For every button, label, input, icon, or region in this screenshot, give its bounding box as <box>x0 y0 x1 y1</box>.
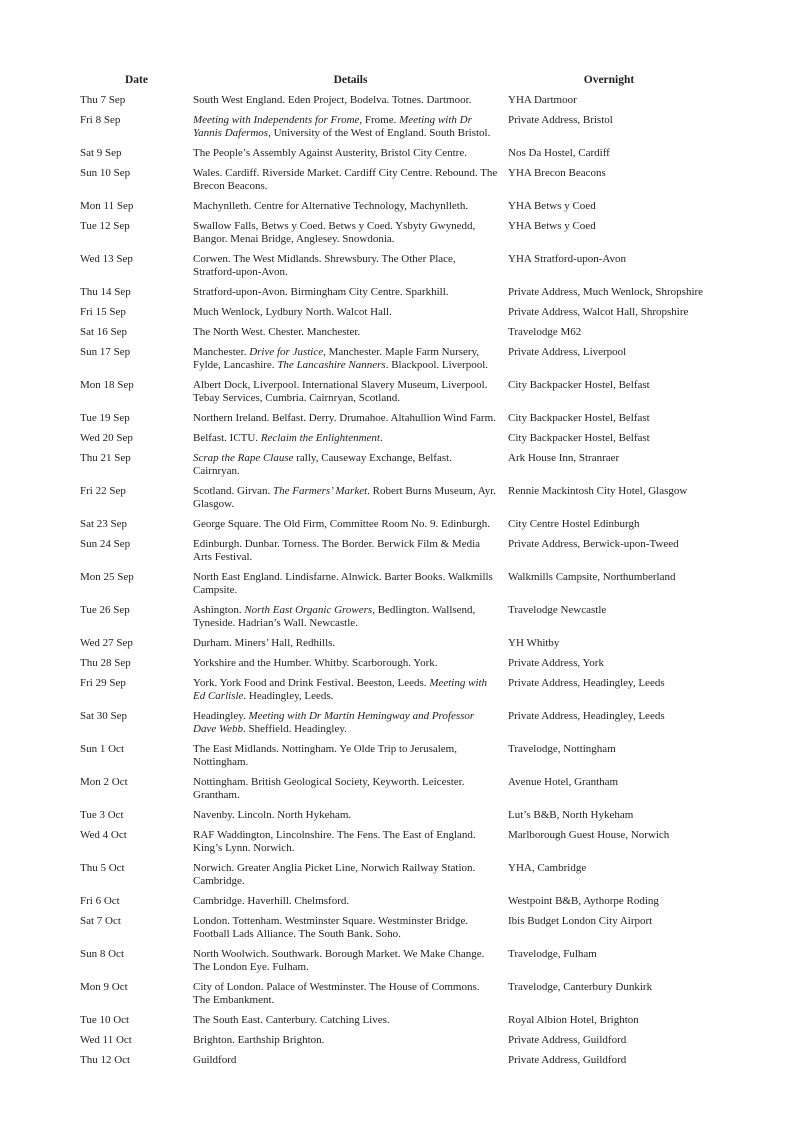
details-text: Scotland. Girvan. <box>193 485 274 497</box>
details-text-italic: Meeting with Dr Yannis Dafermos <box>193 114 472 139</box>
date-cell: Tue 3 Oct <box>80 809 124 821</box>
details-text-italic: Reclaim the Enlightenment <box>260 432 380 444</box>
overnight-cell: Westpoint B&B, Aythorpe Roding <box>508 895 659 907</box>
table-row <box>80 743 710 776</box>
date-cell: Tue 26 Sep <box>80 604 130 616</box>
table-row <box>80 1054 710 1074</box>
overnight-cell: Avenue Hotel, Grantham <box>508 776 619 788</box>
table-row <box>80 637 710 657</box>
details-text: . <box>379 432 383 444</box>
details-text: The North West. Chester. Manchester. <box>193 326 361 338</box>
details-cell <box>193 604 508 637</box>
details-text: RAF Waddington, Lincolnshire. The Fens. The East of England. King’s Lynn. Norwich. <box>193 829 476 854</box>
table-row <box>80 114 710 147</box>
details-cell <box>193 167 508 200</box>
overnight-cell: City Backpacker Hostel, Belfast <box>508 432 650 444</box>
details-text: Durham. Miners’ Hall, Redhills. <box>193 637 336 649</box>
details-cell <box>193 862 508 895</box>
details-text-italic: Meeting with Dr Martin Hemingway and Professor Dave Webb <box>193 710 475 735</box>
details-cell <box>193 326 508 346</box>
date-cell: Thu 12 Oct <box>80 1054 131 1066</box>
date-cell: Thu 5 Oct <box>80 862 125 874</box>
details-cell <box>193 657 508 677</box>
overnight-cell: Private Address, Headingley, Leeds <box>508 710 665 722</box>
table-row <box>80 286 710 306</box>
details-cell <box>193 1014 508 1034</box>
overnight-cell: Travelodge M62 <box>508 326 582 338</box>
details-text-italic: North East Organic Growers <box>244 604 373 616</box>
details-cell <box>193 432 508 452</box>
date-cell: Mon 2 Oct <box>80 776 128 788</box>
details-text-italic: Scrap the Rape Clause <box>193 452 294 464</box>
date-cell: Sat 9 Sep <box>80 147 122 159</box>
details-text: , University of the West of England. South Bristol. <box>268 127 491 139</box>
details-text: Guildford <box>193 1054 237 1066</box>
date-cell: Sun 24 Sep <box>80 538 131 550</box>
details-text: Stratford-upon-Avon. Birmingham City Centre. Sparkhill. <box>193 286 449 298</box>
details-cell <box>193 743 508 776</box>
date-cell: Thu 28 Sep <box>80 657 131 669</box>
details-cell <box>193 538 508 571</box>
details-cell <box>193 915 508 948</box>
details-cell <box>193 379 508 412</box>
details-text: Edinburgh. Dunbar. Torness. The Border. Berwick Film & Media Arts Festival. <box>193 538 481 563</box>
details-text: The South East. Canterbury. Catching Lives. <box>193 1014 390 1026</box>
details-cell <box>193 1054 508 1074</box>
table-row <box>80 862 710 895</box>
overnight-cell: Private Address, Bristol <box>508 114 613 126</box>
table-row <box>80 981 710 1014</box>
details-cell <box>193 253 508 286</box>
date-cell: Tue 10 Oct <box>80 1014 130 1026</box>
overnight-cell: Marlborough Guest House, Norwich <box>508 829 670 841</box>
overnight-cell: Private Address, Guildford <box>508 1054 627 1066</box>
table-row <box>80 829 710 862</box>
table-row <box>80 326 710 346</box>
details-text: . Headingley, Leeds. <box>243 690 334 702</box>
details-text: Albert Dock, Liverpool. International Slavery Museum, Liverpool. Tebay Services, Cumbria. Cairnryan, Scotland. <box>193 379 488 404</box>
details-text: . Blackpool. Liverpool. <box>385 359 489 371</box>
overnight-cell: YHA Stratford-upon-Avon <box>508 253 627 265</box>
date-cell: Wed 11 Oct <box>80 1034 132 1046</box>
overnight-cell: Private Address, Headingley, Leeds <box>508 677 665 689</box>
table-row <box>80 1014 710 1034</box>
date-cell: Thu 14 Sep <box>80 286 131 298</box>
overnight-cell: YHA, Cambridge <box>508 862 587 874</box>
date-cell: Mon 9 Oct <box>80 981 128 993</box>
details-cell <box>193 518 508 538</box>
details-text: . Robert Burns Museum, Ayr. Glasgow. <box>193 485 497 510</box>
date-cell: Wed 20 Sep <box>80 432 133 444</box>
details-text: , Frome. <box>359 114 400 126</box>
table-row <box>80 1034 710 1054</box>
details-cell <box>193 147 508 167</box>
table-row <box>80 895 710 915</box>
details-text: Wales. Cardiff. Riverside Market. Cardiff City Centre. Rebound. The Brecon Beacons. <box>193 167 498 192</box>
details-text: Corwen. The West Midlands. Shrewsbury. The Other Place, Stratford-upon-Avon. <box>193 253 456 278</box>
details-cell <box>193 346 508 379</box>
column-header-date: Date <box>125 74 148 86</box>
table-row <box>80 253 710 286</box>
details-text: Cambridge. Haverhill. Chelmsford. <box>193 895 350 907</box>
details-cell <box>193 452 508 485</box>
date-cell: Tue 19 Sep <box>80 412 130 424</box>
date-cell: Sun 8 Oct <box>80 948 124 960</box>
overnight-cell: YHA Dartmoor <box>508 94 577 106</box>
date-cell: Mon 11 Sep <box>80 200 134 212</box>
itinerary-rows <box>80 94 710 1074</box>
table-row <box>80 94 710 114</box>
details-text: Northern Ireland. Belfast. Derry. Drumahoe. Altahullion Wind Farm. <box>193 412 496 424</box>
details-text-italic: The Lancashire Nanners <box>277 359 386 371</box>
details-cell <box>193 948 508 981</box>
details-text: Norwich. Greater Anglia Picket Line, Norwich Railway Station. Cambridge. <box>193 862 476 887</box>
date-cell: Sun 10 Sep <box>80 167 131 179</box>
date-cell: Thu 7 Sep <box>80 94 126 106</box>
table-row <box>80 710 710 743</box>
date-cell: Sat 30 Sep <box>80 710 128 722</box>
date-cell: Tue 12 Sep <box>80 220 130 232</box>
table-row <box>80 604 710 637</box>
overnight-cell: Private Address, Walcot Hall, Shropshire <box>508 306 689 318</box>
details-cell <box>193 895 508 915</box>
details-text: The People’s Assembly Against Austerity, Bristol City Centre. <box>193 147 467 159</box>
details-cell <box>193 114 508 147</box>
overnight-cell: Private Address, York <box>508 657 604 669</box>
column-header-overnight: Overnight <box>583 74 635 86</box>
details-cell <box>193 412 508 432</box>
details-cell <box>193 677 508 710</box>
table-row <box>80 485 710 518</box>
overnight-cell: Lut’s B&B, North Hykeham <box>508 809 634 821</box>
details-text: Headingley. <box>193 710 249 722</box>
details-text: Belfast. ICTU. <box>193 432 261 444</box>
details-text: North Woolwich. Southwark. Borough Market. We Make Change. The London Eye. Fulham. <box>193 948 485 973</box>
date-cell: Fri 8 Sep <box>80 114 121 126</box>
details-text-italic: Drive for Justice <box>249 346 324 358</box>
column-header-details: Details <box>333 74 368 86</box>
details-cell <box>193 220 508 253</box>
details-cell <box>193 809 508 829</box>
overnight-cell: Ibis Budget London City Airport <box>508 915 653 927</box>
overnight-cell: Royal Albion Hotel, Brighton <box>508 1014 639 1026</box>
overnight-cell: City Backpacker Hostel, Belfast <box>508 412 650 424</box>
details-cell <box>193 485 508 518</box>
overnight-cell: Walkmills Campsite, Northumberland <box>508 571 676 583</box>
overnight-cell: Private Address, Guildford <box>508 1034 627 1046</box>
table-row <box>80 657 710 677</box>
details-text-italic: The Farmers’ Market <box>273 485 368 497</box>
details-text: Ashington. <box>193 604 245 616</box>
table-row <box>80 379 710 412</box>
table-row <box>80 948 710 981</box>
date-cell: Thu 21 Sep <box>80 452 131 464</box>
overnight-cell: Travelodge Newcastle <box>508 604 607 616</box>
date-cell: Fri 29 Sep <box>80 677 126 689</box>
details-text: The East Midlands. Nottingham. Ye Olde Trip to Jerusalem, Nottingham. <box>193 743 457 768</box>
date-cell: Mon 25 Sep <box>80 571 134 583</box>
table-row <box>80 412 710 432</box>
table-row <box>80 538 710 571</box>
table-row <box>80 306 710 326</box>
overnight-cell: Private Address, Liverpool <box>508 346 627 358</box>
date-cell: Sat 7 Oct <box>80 915 121 927</box>
details-text: Swallow Falls, Betws y Coed. Betws y Coed. Ysbyty Gwynedd, Bangor. Menai Bridge, Anglesey. Snowdonia. <box>193 220 476 245</box>
date-cell: Sun 1 Oct <box>80 743 124 755</box>
table-header-row <box>80 74 710 94</box>
table-row <box>80 432 710 452</box>
date-cell: Wed 13 Sep <box>80 253 133 265</box>
overnight-cell: Travelodge, Nottingham <box>508 743 616 755</box>
details-text: Navenby. Lincoln. North Hykeham. <box>193 809 352 821</box>
date-cell: Sat 16 Sep <box>80 326 128 338</box>
details-cell <box>193 306 508 326</box>
date-cell: Fri 6 Oct <box>80 895 120 907</box>
details-text: Yorkshire and the Humber. Whitby. Scarborough. York. <box>193 657 438 669</box>
details-cell <box>193 200 508 220</box>
date-cell: Fri 22 Sep <box>80 485 126 497</box>
overnight-cell: Travelodge, Fulham <box>508 948 597 960</box>
details-text: rally, Causeway Exchange, Belfast. Cairnryan. <box>193 452 452 477</box>
overnight-cell: City Centre Hostel Edinburgh <box>508 518 640 530</box>
overnight-cell: Private Address, Berwick-upon-Tweed <box>508 538 679 550</box>
details-text-italic: Meeting with Independents for Frome <box>193 114 360 126</box>
details-text: Nottingham. British Geological Society, Keyworth. Leicester. Grantham. <box>193 776 465 801</box>
overnight-cell: YHA Betws y Coed <box>508 200 596 212</box>
details-text: North East England. Lindisfarne. Alnwick. Barter Books. Walkmills Campsite. <box>193 571 493 596</box>
details-text: London. Tottenham. Westminster Square. Westminster Bridge. Football Lads Alliance. The South Bank. Soho. <box>193 915 469 940</box>
date-cell: Wed 27 Sep <box>80 637 133 649</box>
table-row <box>80 677 710 710</box>
table-row <box>80 915 710 948</box>
details-cell <box>193 981 508 1014</box>
details-cell <box>193 710 508 743</box>
details-cell <box>193 829 508 862</box>
table-row <box>80 809 710 829</box>
details-text: City of London. Palace of Westminster. The House of Commons. The Embankment. <box>193 981 480 1006</box>
overnight-cell: YHA Betws y Coed <box>508 220 596 232</box>
details-text: . Sheffield. Headingley. <box>243 723 347 735</box>
table-row <box>80 518 710 538</box>
date-cell: Fri 15 Sep <box>80 306 126 318</box>
details-text: George Square. The Old Firm, Committee Room No. 9. Edinburgh. <box>193 518 490 530</box>
details-cell <box>193 286 508 306</box>
table-row <box>80 167 710 200</box>
table-row <box>80 200 710 220</box>
overnight-cell: YH Whitby <box>508 637 560 649</box>
table-row <box>80 776 710 809</box>
date-cell: Sat 23 Sep <box>80 518 128 530</box>
details-cell <box>193 637 508 657</box>
details-text: Much Wenlock, Lydbury North. Walcot Hall. <box>193 306 392 318</box>
table-row <box>80 220 710 253</box>
details-text: Brighton. Earthship Brighton. <box>193 1034 325 1046</box>
overnight-cell: Rennie Mackintosh City Hotel, Glasgow <box>508 485 688 497</box>
details-cell <box>193 94 508 114</box>
details-cell <box>193 571 508 604</box>
table-row <box>80 571 710 604</box>
overnight-cell: Private Address, Much Wenlock, Shropshire <box>508 286 704 298</box>
details-text: Machynlleth. Centre for Alternative Technology, Machynlleth. <box>193 200 469 212</box>
details-cell <box>193 776 508 809</box>
details-text: , Manchester. Maple Farm Nursery, Fylde, Lancashire. <box>193 346 480 371</box>
details-text-italic: Meeting with Ed Carlisle <box>193 677 488 702</box>
date-cell: Mon 18 Sep <box>80 379 134 391</box>
details-text: York. York Food and Drink Festival. Beeston, Leeds. <box>193 677 430 689</box>
overnight-cell: City Backpacker Hostel, Belfast <box>508 379 650 391</box>
details-text: Manchester. <box>193 346 250 358</box>
overnight-cell: Travelodge, Canterbury Dunkirk <box>508 981 653 993</box>
date-cell: Sun 17 Sep <box>80 346 131 358</box>
overnight-cell: Nos Da Hostel, Cardiff <box>508 147 610 159</box>
table-row <box>80 452 710 485</box>
overnight-cell: YHA Brecon Beacons <box>508 167 606 179</box>
table-row <box>80 346 710 379</box>
details-text: South West England. Eden Project, Bodelva. Totnes. Dartmoor. <box>193 94 472 106</box>
table-row <box>80 147 710 167</box>
details-cell <box>193 1034 508 1054</box>
details-text: , Bedlington. Wallsend, Tyneside. Hadrian’s Wall. Newcastle. <box>193 604 476 629</box>
overnight-cell: Ark House Inn, Stranraer <box>508 452 620 464</box>
date-cell: Wed 4 Oct <box>80 829 127 841</box>
itinerary-table <box>80 74 710 1074</box>
